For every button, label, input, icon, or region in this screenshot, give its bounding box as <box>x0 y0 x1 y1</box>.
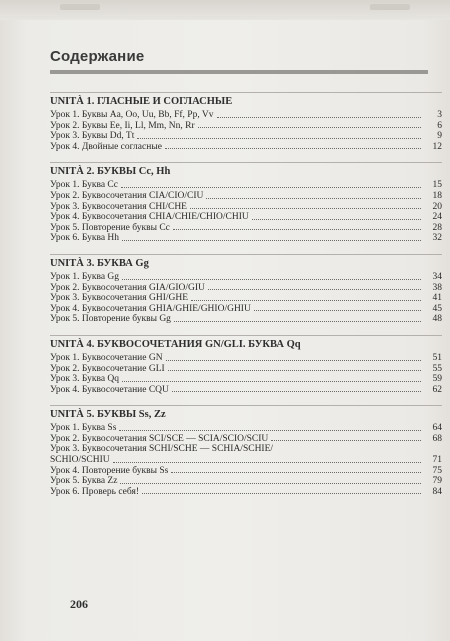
entry-page-number: 32 <box>432 233 442 244</box>
dot-leader <box>166 360 421 361</box>
toc-entry <box>50 444 442 455</box>
entry-title: Урок 2. Буквы Ee, Ii, Ll, Mm, Nn, Rr <box>50 120 195 131</box>
entry-title: Урок 5. Повторение буквы Gg <box>50 314 171 325</box>
entry-title: Урок 2. Буквосочетания GIA/GIO/GIU <box>50 282 205 293</box>
entry-title: Урок 1. Буква Cc <box>50 180 118 191</box>
toc-entry <box>50 110 442 121</box>
entry-title: Урок 2. Буквосочетание GLI <box>50 363 165 374</box>
toc-entry <box>50 353 442 364</box>
toc-entry <box>50 293 442 304</box>
dot-leader <box>122 240 421 241</box>
toc-title-block <box>50 48 428 65</box>
entry-page-number: 59 <box>432 374 442 385</box>
entry-page-number: 41 <box>432 293 442 304</box>
dot-leader <box>113 462 421 463</box>
dot-leader <box>208 289 421 290</box>
title-underline <box>50 70 428 74</box>
dot-leader <box>174 321 421 322</box>
toc-entry <box>50 476 442 487</box>
entry-title: Урок 3. Буква Qq <box>50 374 120 385</box>
entry-title: Урок 2. Буквосочетания SCI/SCE — SCIA/SCIO/SCIU <box>50 433 269 444</box>
dot-leader <box>172 391 421 392</box>
entry-page-number: 55 <box>432 363 442 374</box>
entry-page-number: 62 <box>432 384 442 395</box>
section-divider <box>50 254 442 255</box>
entry-page-number: 48 <box>432 314 442 325</box>
toc-entry <box>50 423 442 434</box>
entry-title: Урок 4. Двойные согласные <box>50 141 162 152</box>
entry-page-number: 45 <box>432 303 442 314</box>
dot-leader <box>271 440 421 441</box>
dot-leader <box>142 493 421 494</box>
toc-entry <box>50 385 442 396</box>
dot-leader <box>191 300 421 301</box>
toc-entry <box>50 202 442 213</box>
table-of-contents <box>50 92 442 507</box>
dot-leader <box>254 310 421 311</box>
entry-title: Урок 6. Буква Hh <box>50 233 120 244</box>
dot-leader <box>137 138 421 139</box>
entry-page-number: 9 <box>437 131 442 142</box>
toc-section <box>50 254 442 325</box>
entry-page-number: 3 <box>437 110 442 120</box>
entry-title: Урок 1. Буквосочетание GN <box>50 352 163 363</box>
section-heading: UNITÀ 2. БУКВЫ Cc, Hh <box>50 166 171 178</box>
entry-title: SCHIO/SCHIU <box>50 455 110 466</box>
toc-entry <box>50 142 442 153</box>
entry-title: Урок 1. Буква Ss <box>50 423 117 434</box>
entry-page-number: 34 <box>432 271 442 282</box>
toc-entry <box>50 233 442 244</box>
toc-entry <box>50 212 442 223</box>
toc-section <box>50 92 442 152</box>
entry-title: Урок 4. Повторение буквы Ss <box>50 465 169 476</box>
toc-entry <box>50 304 442 315</box>
entry-page-number: 28 <box>432 222 442 233</box>
toc-entry <box>50 466 442 477</box>
entry-page-number: 79 <box>432 476 442 487</box>
toc-entry <box>50 272 442 283</box>
entry-page-number: 20 <box>432 201 442 212</box>
toc-entry <box>50 121 442 132</box>
toc-entry <box>50 223 442 234</box>
entry-title: Урок 5. Повторение буквы Cc <box>50 222 170 233</box>
bleed-mark <box>60 4 100 10</box>
entry-title: Урок 6. Проверь себя! <box>50 486 140 497</box>
section-divider <box>50 335 442 336</box>
entry-page-number: 24 <box>432 212 442 223</box>
entry-page-number: 68 <box>432 433 442 444</box>
dot-leader <box>252 219 421 220</box>
section-divider <box>50 162 442 163</box>
entry-page-number: 64 <box>432 423 442 434</box>
entry-page-number: 38 <box>432 282 442 293</box>
dot-leader <box>198 127 421 128</box>
toc-section <box>50 405 442 497</box>
dot-leader <box>165 148 421 149</box>
section-heading: UNITÀ 5. БУКВЫ Ss, Zz <box>50 409 166 421</box>
toc-entry <box>50 374 442 385</box>
entry-page-number: 6 <box>437 120 442 131</box>
dot-leader <box>173 229 421 230</box>
bleed-mark <box>370 4 410 10</box>
toc-entry <box>50 131 442 142</box>
dot-leader <box>122 381 421 382</box>
entry-page-number: 71 <box>432 455 442 466</box>
toc-entry <box>50 434 442 445</box>
toc-entry <box>50 455 442 466</box>
entry-page-number: 51 <box>432 352 442 363</box>
entry-title: Урок 3. Буквосочетания SCHI/SCHE — SCHIA/SCHIE/ <box>50 444 274 455</box>
entry-title: Урок 4. Буквосочетания GHIA/GHIE/GHIO/GHIU <box>50 303 251 314</box>
toc-entry <box>50 180 442 191</box>
entry-title: Урок 4. Буквосочетание CQU <box>50 384 169 395</box>
toc-entry <box>50 364 442 375</box>
dot-leader <box>190 208 421 209</box>
entry-page-number: 75 <box>432 465 442 476</box>
entry-page-number: 15 <box>432 180 442 191</box>
entry-title: Урок 2. Буквосочетания CIA/CIO/CIU <box>50 190 204 201</box>
dot-leader <box>122 279 421 280</box>
dot-leader <box>206 198 421 199</box>
entry-page-number: 84 <box>432 486 442 497</box>
entry-page-number: 12 <box>432 141 442 152</box>
section-heading: UNITÀ 3. БУКВА Gg <box>50 257 149 269</box>
dot-leader <box>168 370 421 371</box>
section-divider <box>50 405 442 406</box>
entry-page-number: 18 <box>432 190 442 201</box>
page-top-bleed <box>0 0 450 20</box>
section-heading: UNITÀ 1. ГЛАСНЫЕ И СОГЛАСНЫЕ <box>50 96 233 107</box>
entry-title: Урок 1. Буква Gg <box>50 271 120 282</box>
dot-leader <box>120 483 421 484</box>
toc-entry <box>50 283 442 294</box>
page-number: 206 <box>70 597 88 611</box>
dot-leader <box>119 430 421 431</box>
entry-title: Урок 4. Буквосочетания CHIA/CHIE/CHIO/CHIU <box>50 212 249 223</box>
dot-leader <box>121 187 421 188</box>
entry-title: Урок 3. Буквы Dd, Tt <box>50 131 135 142</box>
toc-section <box>50 335 442 395</box>
toc-entry <box>50 314 442 325</box>
toc-section <box>50 162 442 244</box>
toc-entry <box>50 487 442 498</box>
section-divider <box>50 92 442 93</box>
dot-leader <box>217 117 421 118</box>
entry-title: Урок 1. Буквы Aa, Oo, Uu, Bb, Ff, Pp, Vv <box>50 110 214 120</box>
entry-title: Урок 3. Буквосочетания GHI/GHE <box>50 293 189 304</box>
entry-title: Урок 5. Буква Zz <box>50 476 118 487</box>
dot-leader <box>171 472 421 473</box>
page-title: Содержание <box>50 48 145 65</box>
section-heading: UNITÀ 4. БУКВОСОЧЕТАНИЯ GN/GLI. БУКВА Qq <box>50 338 301 350</box>
entry-title: Урок 3. Буквосочетания CHI/CHE <box>50 201 187 212</box>
toc-entry <box>50 191 442 202</box>
